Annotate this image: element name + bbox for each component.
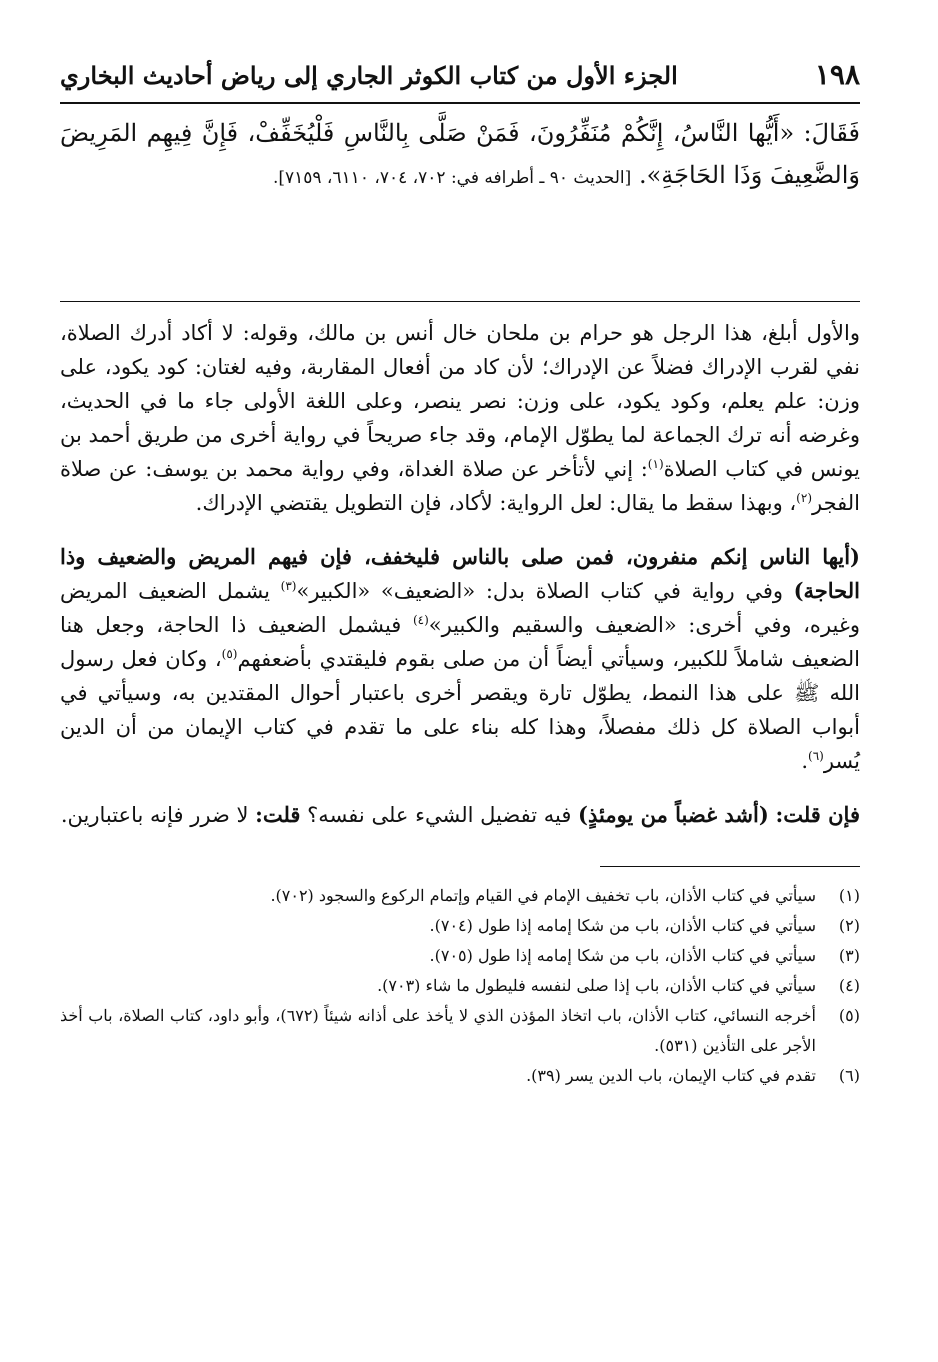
footnote-marker: (٣) bbox=[280, 579, 297, 593]
running-title: الجزء الأول من كتاب الكوثر الجاري إلى رياض أحاديث البخاري bbox=[60, 61, 678, 90]
hadith-reference: [الحديث ٩٠ ـ أطرافه في: ٧٠٢، ٧٠٤، ٦١١٠، ٧١٥٩]. bbox=[272, 168, 632, 188]
footnote-marker: (٤) bbox=[412, 613, 429, 627]
book-page bbox=[60, 58, 860, 1091]
footnote-marker: (١) bbox=[647, 457, 664, 471]
footnote-item bbox=[60, 941, 860, 971]
quoted-hadith-phrase: (أشد غضباً من يومئذٍ) bbox=[578, 802, 769, 827]
commentary-paragraph-3 bbox=[60, 798, 860, 832]
page-number: ١٩٨ bbox=[814, 58, 860, 91]
section-divider bbox=[60, 301, 860, 302]
footnote-marker: (٦) bbox=[808, 749, 824, 763]
footnotes bbox=[60, 881, 860, 1091]
commentary-text: فيه تفضيل الشيء على نفسه؟ bbox=[300, 803, 579, 827]
commentary-text: : إني لأتأخر عن صلاة الغداة، وفي رواية محمد بن يوسف: عن صلاة الفجر bbox=[60, 457, 860, 515]
footnote-divider bbox=[600, 866, 860, 867]
commentary-text: يشمل الضعيف المريض وغيره، وفي أخرى: «الضعيف والسقيم والكبير» bbox=[60, 579, 860, 637]
footnote-item bbox=[60, 911, 860, 941]
footnote-number: (٦) bbox=[838, 1066, 860, 1085]
footnote-number: (٥) bbox=[838, 1006, 860, 1025]
commentary-text: والأول أبلغ، هذا الرجل هو حرام بن ملحان خال أنس بن مالك، وقوله: لا أكاد أدرك الصلاة، نفي لقرب الإدراك فضلاً عن الإدراك؛ لأن كاد من أفعال المقاربة، وفيه لغتان: كود يكود، على وزن: علم يعلم، وكود يكود، على وزن: نصر ينصر، وعلى اللغة الأولى جاء ما في الحديث، وغرضه أنه ترك الجماعة لما يطوّل الإمام، وقد جاء صريحاً في رواية أخرى من طريق أحمد بن يونس في كتاب الصلاة bbox=[60, 321, 861, 481]
commentary-paragraph-1 bbox=[60, 316, 860, 520]
quoted-hadith-phrase: (أيها الناس إنكم منفرون، فمن صلى بالناس فليخفف، فإن فيهم المريض والضعيف وذا الحاجة) bbox=[60, 544, 860, 603]
answer-label: قلت: bbox=[255, 802, 301, 827]
footnote-item bbox=[60, 971, 860, 1001]
footnote-number: (٢) bbox=[838, 916, 860, 935]
commentary-text: ، وبهذا سقط ما يقال: لعل الرواية: لأكاد، فإن التطويل يقتضي الإدراك. bbox=[195, 491, 797, 515]
footnote-text: سيأتي في كتاب الأذان، باب من شكا إمامه إذا طول (٧٠٥). bbox=[429, 946, 816, 965]
hadith-text bbox=[60, 112, 860, 199]
footnote-item bbox=[60, 881, 860, 911]
footnote-marker: (٢) bbox=[796, 491, 812, 505]
hadith-body: فَقَالَ: «أَيُّها النَّاسُ، إِنَّكُمْ مُنَفِّرُونَ، فَمَنْ صَلَّى بِالنَّاسِ فَلْيُخَفِّفْ، فَإِنَّ فِيهِم المَرِيضَ وَالضَّعِيفَ وَذَا الحَاجَةِ». bbox=[60, 119, 860, 189]
footnote-item bbox=[60, 1001, 860, 1061]
footnote-item bbox=[60, 1061, 860, 1091]
commentary-text: لا ضرر فإنه باعتبارين. bbox=[60, 803, 256, 827]
footnote-text: سيأتي في كتاب الأذان، باب من شكا إمامه إذا طول (٧٠٤). bbox=[429, 916, 816, 935]
footnote-marker: (٥) bbox=[221, 647, 238, 661]
footnote-text: أخرجه النسائي، كتاب الأذان، باب اتخاذ المؤذن الذي لا يأخذ على أذانه شيئاً (٦٧٢)، وأبو داود، كتاب الصلاة، باب أخذ الأجر على التأذين (٥٣١). bbox=[60, 1006, 817, 1055]
commentary-text: ، وكان فعل رسول الله ﷺ على هذا النمط، يطوّل تارة ويقصر أخرى باعتبار أحوال المقتدين به، وسيأتي في أبواب الصلاة كل ذلك مفصلاً، وهذا كله بناء على ما تقدم في كتاب الإيمان من أن الدين يُسر bbox=[60, 647, 860, 773]
commentary-text: فيشمل الضعيف ذا الحاجة، وجعل هنا الضعيف شاملاً للكبير، وسيأتي أيضاً أن من صلى بقوم فليقتدي بأضعفهم bbox=[60, 613, 860, 671]
footnote-text: تقدم في كتاب الإيمان، باب الدين يسر (٣٩). bbox=[526, 1066, 816, 1085]
question-label: فإن قلت: bbox=[775, 802, 860, 827]
footnote-number: (١) bbox=[838, 886, 860, 905]
footnote-number: (٤) bbox=[838, 976, 860, 995]
footnote-number: (٣) bbox=[838, 946, 860, 965]
commentary-text: وفي رواية في كتاب الصلاة بدل: «الضعيف» «الكبير» bbox=[296, 579, 794, 603]
footnote-text: سيأتي في كتاب الأذان، باب تخفيف الإمام في القيام وإتمام الركوع والسجود (٧٠٢). bbox=[270, 886, 816, 905]
commentary-paragraph-2 bbox=[60, 540, 860, 778]
commentary-text: . bbox=[801, 749, 808, 773]
running-header bbox=[60, 58, 860, 104]
footnote-text: سيأتي في كتاب الأذان، باب إذا صلى لنفسه فليطول ما شاء (٧٠٣). bbox=[377, 976, 816, 995]
